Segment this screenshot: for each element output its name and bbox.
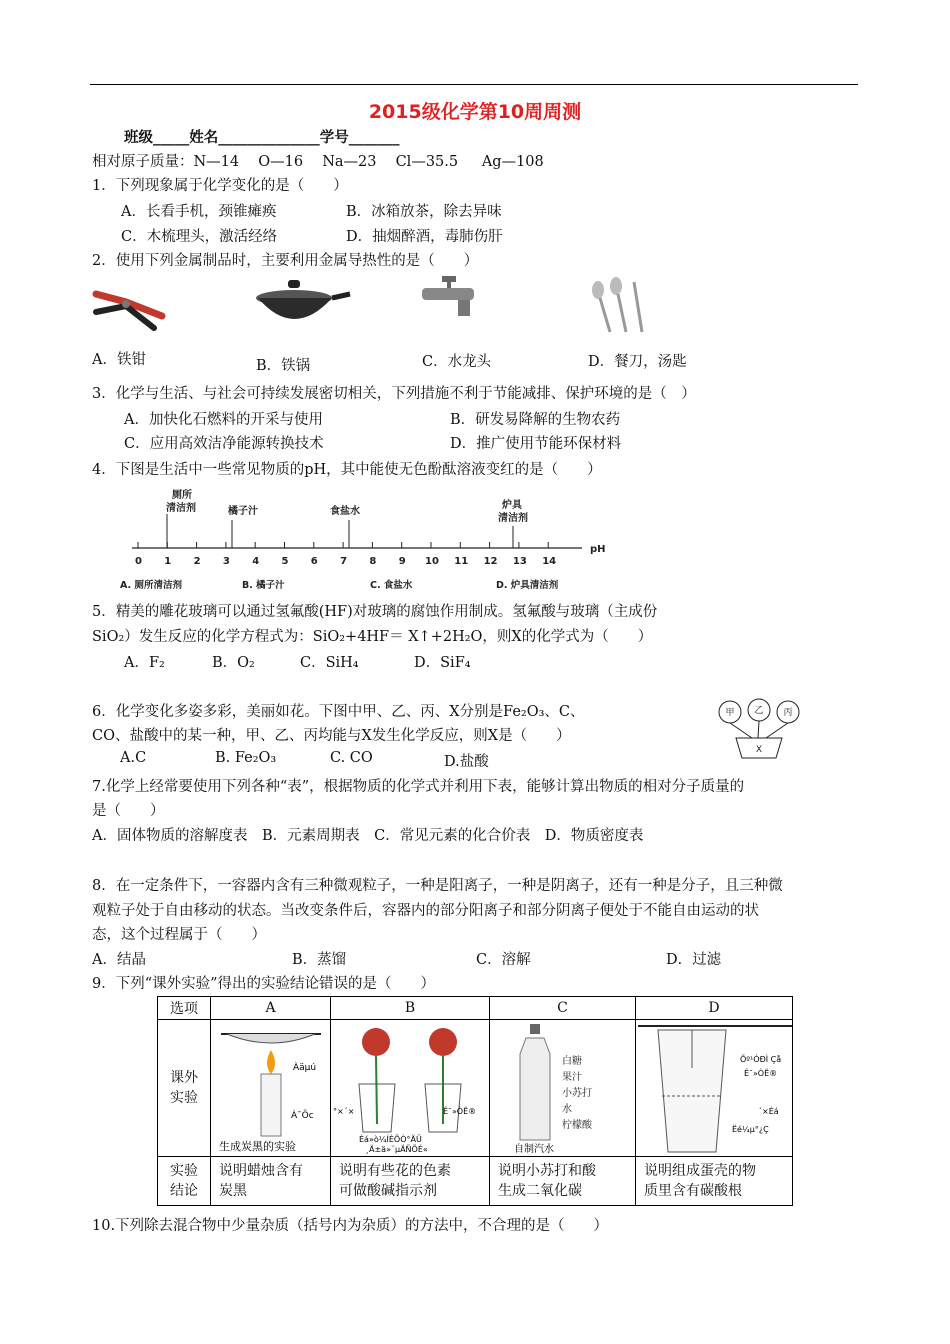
q6-option-a: A.C	[120, 750, 147, 766]
q8-option-d: D．过滤	[666, 952, 722, 968]
q2-option-d: D．餐刀，汤匙	[588, 354, 687, 370]
ph-tick-label: 12	[483, 556, 498, 567]
experiment-b-cell	[331, 1020, 490, 1157]
experiment-d-cell	[636, 1020, 793, 1157]
q6-line-1: 6．化学变化多姿多彩，美丽如花。下图中甲、乙、丙、X分别是Fe₂O₃、C、	[92, 704, 585, 720]
q1-option-c: C．木梳理头，激活经络	[121, 229, 278, 245]
svg-text:Àäµú: Àäµú	[293, 1063, 317, 1073]
table-header-option: 选项	[158, 997, 211, 1020]
q4-option-a: A. 厕所清洁剂	[120, 580, 182, 591]
q3-stem: 3．化学与生活、与社会可持续发展密切相关，下列措施不利于节能减排、保护环境的是（ ）	[92, 386, 696, 402]
q10-stem: 10.下列除去混合物中少量杂质（括号内为杂质）的方法中，不合理的是（ ）	[92, 1218, 609, 1234]
flower-bing: 丙	[783, 708, 793, 718]
q5-option-c: C．SiH₄	[300, 655, 359, 671]
ph-tick-label: 3	[222, 556, 230, 567]
soda-ingredient: 小苏打	[562, 1088, 592, 1099]
q8-line-3: 态，这个过程属于（ ）	[92, 927, 266, 943]
soda-ingredient: 水	[562, 1104, 572, 1115]
q2-option-c: C．水龙头	[422, 354, 492, 370]
ph-tick-label: 14	[542, 556, 557, 567]
q5-option-a: A．F₂	[124, 655, 165, 671]
candle-experiment-image	[211, 1020, 330, 1156]
svg-text:自制汽水: 自制汽水	[514, 1144, 554, 1155]
svg-text:°×´×: °×´×	[333, 1107, 355, 1116]
pliers-image	[90, 272, 170, 332]
salt-label: 食盐水	[330, 506, 360, 517]
ph-tick-label: 13	[512, 556, 527, 567]
ph-tick-label: 9	[398, 556, 406, 567]
q6-option-d: D.盐酸	[444, 754, 489, 770]
table-header-a: A	[211, 997, 331, 1020]
svg-text:´×Éá: ´×Éá	[758, 1107, 779, 1116]
q1-option-d: D．抽烟醉酒，毒肺伤肝	[346, 229, 503, 245]
ph-tick-label: 7	[340, 556, 348, 567]
ph-scale-diagram	[120, 484, 606, 596]
table-header-c: C	[490, 997, 636, 1020]
q2-option-a: A．铁钳	[92, 352, 146, 368]
pot-x: X	[755, 745, 763, 755]
svg-text:Éá»ò¼ÍÈÕÒ°ÄÜ: Éá»ò¼ÍÈÕÒ°ÄÜ	[359, 1135, 422, 1144]
svg-text:¸Ä±ä»¨µÄÑÕÉ«: ¸Ä±ä»¨µÄÑÕÉ«	[365, 1145, 428, 1154]
svg-text:À¯Öc: À¯Öc	[291, 1111, 314, 1121]
q5-line-1: 5．精美的雕花玻璃可以通过氢氟酸(HF)对玻璃的腐蚀作用制成。氢氟酸与玻璃（主成份	[92, 604, 658, 620]
ph-tick-label: 8	[369, 556, 377, 567]
ph-tick-label: 10	[425, 556, 439, 567]
flower-experiment-image	[331, 1020, 489, 1156]
experiment-table	[157, 996, 793, 1206]
q5-option-d: D．SiF₄	[414, 655, 471, 671]
soda-ingredient: 柠檬酸	[562, 1120, 592, 1131]
q5-option-b: B．O₂	[212, 655, 255, 671]
soda-ingredient: 白糖	[562, 1056, 582, 1067]
page-title: 2015级化学第10周周测	[368, 101, 582, 123]
faucet-image	[418, 272, 488, 324]
svg-text:Õº¹ÓÐÌ Çå: Õº¹ÓÐÌ Çå	[740, 1055, 782, 1064]
conclusion-d: 说明组成蛋壳的物 质里含有碳酸根	[636, 1157, 793, 1206]
row-label-experiment: 课外 实验	[158, 1020, 211, 1157]
flower-jia: 甲	[725, 708, 735, 718]
svg-text:Ëé¼µ°¿Ç: Ëé¼µ°¿Ç	[732, 1125, 769, 1134]
q7-options: A．固体物质的溶解度表 B．元素周期表 C．常见元素的化合价表 D．物质密度表	[92, 828, 644, 844]
q2-stem: 2．使用下列金属制品时，主要利用金属导热性的是（ ）	[92, 253, 479, 269]
q8-option-b: B．蒸馏	[292, 952, 347, 968]
ph-tick-label: 1	[164, 556, 172, 567]
q8-line-1: 8．在一定条件下，一容器内含有三种微观粒子，一种是阳离子，一种是阴离子，还有一种是分子，且三种微	[92, 878, 783, 894]
q3-option-d: D．推广使用节能环保材料	[450, 436, 622, 452]
q4-option-b: B. 橘子汁	[242, 580, 285, 591]
q5-line-2: SiO₂）发生反应的化学方程式为：SiO₂+4HF＝ X↑+2H₂O，则X的化学式为（ ）	[92, 629, 653, 645]
ph-tick-label: 4	[252, 556, 260, 567]
q7-line-2: 是（ ）	[92, 803, 165, 819]
conclusion-c: 说明小苏打和酸 生成二氧化碳	[490, 1157, 636, 1206]
q8-line-2: 观粒子处于自由移动的状态。当改变条件后，容器内的部分阳离子和部分阴离子便处于不能自由运动的状	[92, 903, 759, 919]
svg-text:Ê¯»ÒË®: Ê¯»ÒË®	[744, 1069, 778, 1078]
q8-option-a: A．结晶	[92, 952, 146, 968]
stove-label-1: 炉具	[502, 500, 522, 511]
soda-ingredient: 果汁	[562, 1072, 582, 1083]
stove-label-2: 清洁剂	[498, 513, 528, 524]
q3-option-a: A．加快化石燃料的开采与使用	[124, 412, 323, 428]
conclusion-b: 说明有些花的色素 可做酸碱指示剂	[331, 1157, 490, 1206]
svg-text:生成炭黑的实验: 生成炭黑的实验	[219, 1140, 296, 1153]
ph-tick-label: 5	[281, 556, 289, 567]
cutlery-image	[586, 278, 656, 336]
ph-tick-label: 0	[135, 556, 142, 567]
q2-option-b: B．铁锅	[256, 358, 311, 374]
experiment-c-cell	[490, 1020, 636, 1157]
atomic-masses: 相对原子质量：N—14 O—16 Na—23 Cl—35.5 Ag—108	[92, 154, 544, 170]
conclusion-a: 说明蜡烛含有 炭黑	[211, 1157, 331, 1206]
student-info-line: 班级_____姓名______________学号_______	[124, 130, 400, 146]
ph-tick-label: 2	[193, 556, 201, 567]
ph-tick-label: 11	[454, 556, 469, 567]
q1-stem: 1．下列现象属于化学变化的是（ ）	[92, 178, 348, 194]
table-header-d: D	[636, 997, 793, 1020]
top-rule	[90, 84, 858, 85]
q7-line-1: 7.化学上经常要使用下列各种“表”，根据物质的化学式并利用下表，能够计算出物质的相对分子质量的	[92, 779, 745, 795]
ph-axis-label: pH	[590, 544, 606, 555]
experiment-a-cell	[211, 1020, 331, 1157]
row-label-conclusion: 实验 结论	[158, 1157, 211, 1206]
flower-yi: 乙	[754, 706, 764, 716]
q1-option-b: B．冰箱放茶，除去异味	[346, 204, 502, 220]
q4-option-c: C. 食盐水	[370, 580, 413, 591]
q6-option-b: B. Fe₂O₃	[215, 750, 277, 766]
eggshell-experiment-image	[636, 1020, 792, 1156]
toilet-label-2: 清洁剂	[166, 503, 196, 514]
q9-stem: 9．下列“课外实验”得出的实验结论错误的是（ ）	[92, 976, 436, 992]
q3-option-c: C．应用高效洁净能源转换技术	[124, 436, 324, 452]
q3-option-b: B．研发易降解的生物农药	[450, 412, 621, 428]
toilet-label-1: 厕所	[172, 490, 192, 501]
svg-text:Ê¯»ÒË®: Ê¯»ÒË®	[443, 1107, 477, 1116]
q4-option-d: D. 炉具清洁剂	[496, 580, 559, 591]
q8-option-c: C．溶解	[476, 952, 531, 968]
q4-stem: 4．下图是生活中一些常见物质的pH，其中能使无色酚酞溶液变红的是（ ）	[92, 462, 602, 478]
ph-tick-label: 6	[310, 556, 318, 567]
table-header-b: B	[331, 997, 490, 1020]
soda-experiment-image	[490, 1020, 635, 1156]
q1-option-a: A．长看手机，颈锥瘫痪	[121, 204, 277, 220]
q6-option-c: C. CO	[330, 750, 373, 766]
wok-image	[252, 274, 352, 336]
orange-label: 橘子汁	[228, 506, 258, 517]
flower-pot-diagram	[708, 696, 808, 768]
q6-line-2: CO、盐酸中的某一种，甲、乙、丙均能与X发生化学反应，则X是（ ）	[92, 728, 571, 744]
